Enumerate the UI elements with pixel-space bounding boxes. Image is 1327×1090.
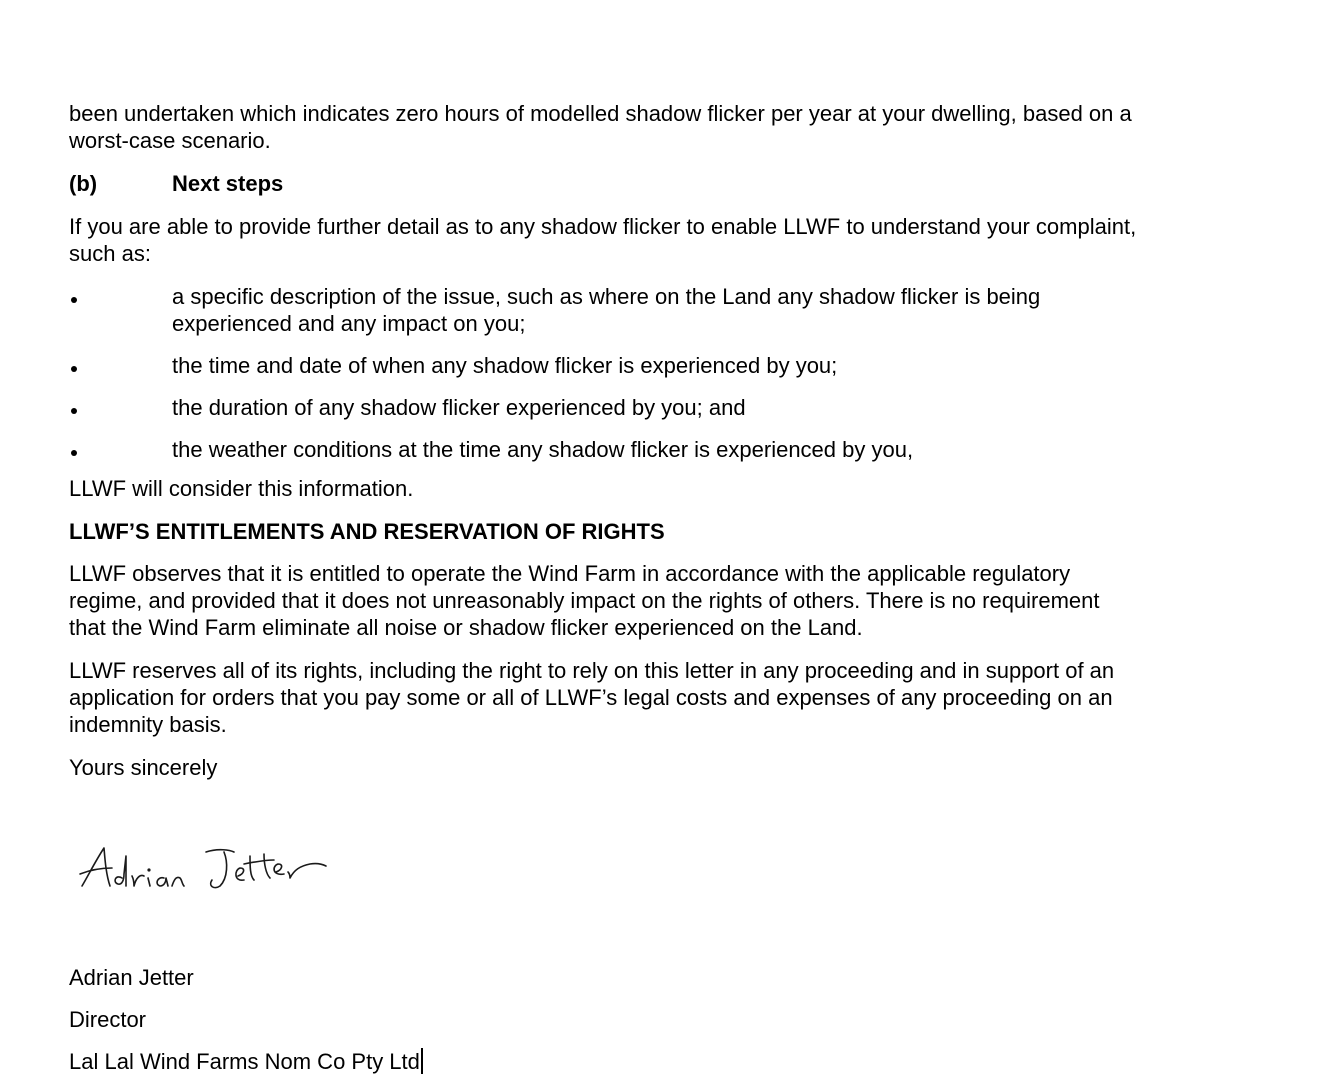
- bullet-list: [69, 283, 1139, 463]
- signature-block: [69, 964, 423, 1090]
- signatory-title: Director: [69, 1007, 147, 1032]
- list-item: [69, 394, 1139, 421]
- bullet-text: the duration of any shadow flicker experienced by you; and: [172, 395, 746, 420]
- bullet-icon: [69, 436, 172, 463]
- entitlements-paragraph: LLWF observes that it is entitled to operate the Wind Farm in accordance with the applicable regulatory regime, and provided that it does not unreasonably impact on the rights of others. There is no requirement that the Wind Farm eliminate all noise or shadow flicker experienced on the Land.: [69, 561, 1100, 640]
- signatory-company: Lal Lal Wind Farms Nom Co Pty Ltd: [69, 1049, 420, 1074]
- section-b-number: (b): [69, 171, 98, 196]
- signatory-name: Adrian Jetter: [69, 965, 194, 990]
- text-cursor: [421, 1048, 423, 1074]
- intro-paragraph: been undertaken which indicates zero hours of modelled shadow flicker per year at your dwelling, based on a worst-case scenario.: [69, 101, 1132, 153]
- closing-salutation: Yours sincerely: [69, 755, 218, 780]
- bullet-text: a specific description of the issue, such as where on the Land any shadow flicker is being experienced and any impact on you;: [172, 284, 1041, 336]
- section-b-heading: [69, 170, 1139, 197]
- bullet-icon: [69, 352, 172, 379]
- handwritten-signature: [78, 838, 338, 908]
- section-b-title: Next steps: [172, 171, 284, 196]
- bullet-icon: [69, 394, 172, 421]
- list-item: [69, 283, 1139, 337]
- entitlements-heading: LLWF’S ENTITLEMENTS AND RESERVATION OF RIGHTS: [69, 519, 665, 544]
- bullet-text: the weather conditions at the time any shadow flicker is experienced by you,: [172, 437, 914, 462]
- next-steps-paragraph: If you are able to provide further detail as to any shadow flicker to enable LLWF to understand your complaint, such as:: [69, 214, 1137, 266]
- list-item: [69, 352, 1139, 379]
- list-item: [69, 436, 1139, 463]
- bullet-icon: [69, 283, 172, 337]
- consider-paragraph: LLWF will consider this information.: [69, 476, 414, 501]
- bullet-text: the time and date of when any shadow flicker is experienced by you;: [172, 353, 838, 378]
- letter-body: [69, 100, 1139, 797]
- signatory-company-line[interactable]: [69, 1048, 423, 1075]
- reserves-paragraph: LLWF reserves all of its rights, including the right to rely on this letter in any proceeding and in support of an application for orders that you pay some or all of LLWF’s legal costs and expenses of any proceeding on an indemnity basis.: [69, 658, 1115, 737]
